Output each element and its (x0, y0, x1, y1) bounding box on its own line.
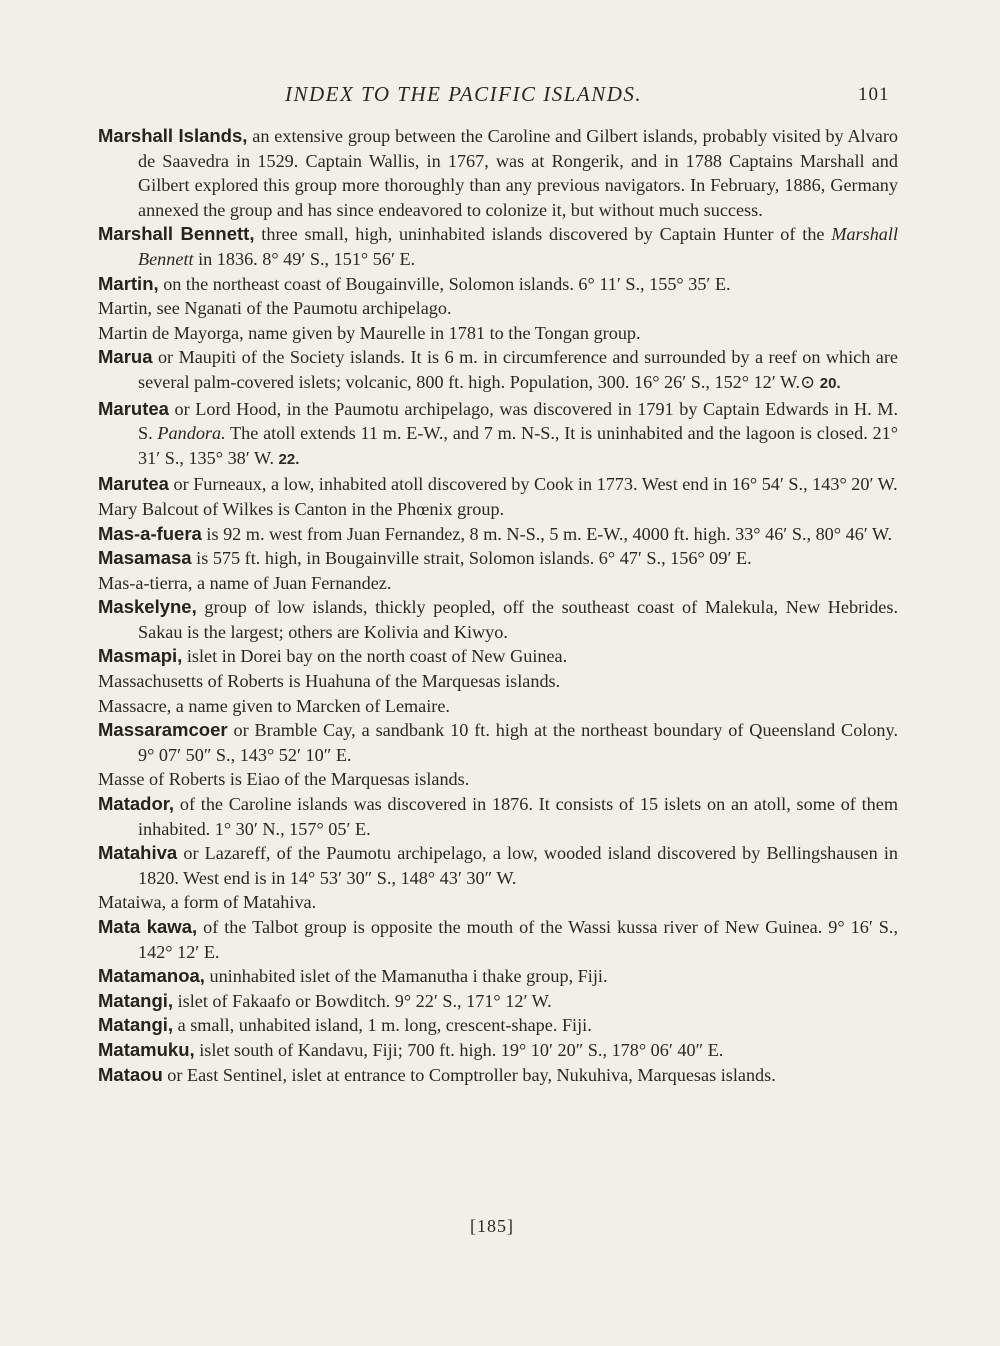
entry-headword: Maskelyne, (98, 596, 197, 618)
entry-headword: Mas-a-fuera (98, 522, 202, 544)
entry-text: is 575 ft. high, in Bougainville strait, Solomon islands. 6° 47′ S., 156° 09′ E. (191, 548, 752, 569)
entry-headword: Matangi, (98, 1014, 174, 1036)
signature-mark: [185] (470, 1216, 514, 1236)
entry-headword: Marshall Bennett, (98, 223, 255, 245)
entry-headword: Massaramcoer (98, 719, 228, 741)
index-entry (98, 644, 898, 669)
index-entry (98, 296, 898, 321)
entry-text: in 1836. 8° 49′ S., 151° 56′ E. (193, 248, 416, 269)
entry-text: uninhabited islet of the Mamanutha i thake group, Fiji. (204, 966, 608, 987)
index-entry (98, 497, 898, 522)
index-entry (98, 694, 898, 719)
index-entry (98, 767, 898, 792)
entry-text: islet of Fakaafo or Bowditch. 9° 22′ S., 171° 12′ W. (173, 990, 552, 1011)
index-entry (98, 345, 898, 396)
page-number: 101 (858, 84, 890, 105)
entry-headword: Marua (98, 346, 153, 368)
entry-italic-name: Marshall Bennett (138, 224, 899, 269)
index-entry (98, 1063, 898, 1088)
entry-headword: Mataou (98, 1063, 163, 1085)
index-entry (98, 124, 898, 222)
entry-text: Masse of Roberts is Eiao of the Marquesas islands. (98, 769, 470, 790)
index-entry (98, 522, 898, 547)
entry-text: is 92 m. west from Juan Fernandez, 8 m. N-S., 5 m. E-W., 4000 ft. high. 33° 46′ S., 80° 46′ W. (201, 523, 893, 544)
index-entry (98, 989, 898, 1014)
index-entry (98, 1038, 898, 1063)
index-entry (98, 321, 898, 346)
index-entry (98, 472, 898, 497)
entry-text: or Maupiti of the Society islands. It is 6 m. in circumference and surrounded by a reef on which are several palm-covered islets; volcanic, 800 ft. high. Population, 300. 16° 26′ S., 152° 12′ W.⊙ (138, 347, 898, 392)
running-header (0, 82, 1000, 112)
entry-italic-name: Pandora. (157, 423, 226, 444)
entry-text: or East Sentinel, islet at entrance to Comptroller bay, Nukuhiva, Marquesas islands. (162, 1064, 776, 1085)
index-entry (98, 915, 898, 964)
entry-headword: Matangi, (98, 989, 174, 1011)
entry-headword: Matamuku, (98, 1038, 195, 1060)
entry-text: Massacre, a name given to Marcken of Lemaire. (98, 695, 450, 716)
entry-headword: Marutea (98, 473, 169, 495)
entry-headword: Matamanoa, (98, 965, 205, 987)
entry-text: of the Talbot group is opposite the mouth of the Wassi kussa river of New Guinea. 9° 16′ S., 142° 12′ E. (138, 917, 898, 962)
entry-text: Martin de Mayorga, name given by Maurelle in 1781 to the Tongan group. (98, 322, 641, 343)
entry-text: or Lazareff, of the Paumotu archipelago, a low, wooded island discovered by Bellingshausen in 1820. West end is in 14° 53′ 30″ S., 148° 43′ 30″ W. (138, 843, 898, 888)
index-entry (98, 595, 898, 644)
index-entry (98, 272, 898, 297)
index-entry (98, 397, 898, 473)
entry-headword: Marshall Islands, (98, 125, 248, 146)
entry-headword: Matahiva (98, 842, 178, 864)
entry-text: islet in Dorei bay on the north coast of New Guinea. (182, 646, 568, 667)
index-entry (98, 571, 898, 596)
entry-text: or Furneaux, a low, inhabited atoll discovered by Cook in 1773. West end in 16° 54′ S., 143° 20′ W. (168, 474, 898, 495)
entry-text: Martin, see Nganati of the Paumotu archipelago. (98, 298, 452, 319)
entry-text: three small, high, uninhabited islands discovered by Captain Hunter of the (254, 224, 832, 245)
index-entry (98, 964, 898, 989)
entry-text: Mas-a-tierra, a name of Juan Fernandez. (98, 572, 392, 593)
index-entry (98, 669, 898, 694)
entry-text: Mataiwa, a form of Matahiva. (98, 892, 317, 913)
index-entry (98, 792, 898, 841)
entry-text: on the northeast coast of Bougainville, Solomon islands. 6° 11′ S., 155° 35′ E. (158, 273, 731, 294)
entry-headword: Mata kawa, (98, 916, 198, 937)
page-title: INDEX TO THE PACIFIC ISLANDS. (285, 82, 643, 106)
entry-text: Massachusetts of Roberts is Huahuna of the Marquesas islands. (98, 671, 561, 692)
entry-text: Mary Balcout of Wilkes is Canton in the Phœnix group. (98, 498, 505, 519)
entry-text: or Lord Hood, in the Paumotu archipelago, was discovered in 1791 by Captain Edwards in H. M. S. (138, 398, 898, 444)
index-entry (98, 841, 898, 890)
entry-reference-number: 22. (278, 450, 300, 468)
index-entry (98, 718, 898, 767)
entry-headword: Martin, (98, 272, 159, 294)
entry-headword: Marutea (98, 397, 169, 419)
entry-text: of the Caroline islands was discovered in 1876. It consists of 15 islets on an atoll, some of them inhabited. 1° 30′ N., 157° 05′ E. (138, 794, 898, 839)
index-entry (98, 890, 898, 915)
entry-headword: Masamasa (98, 547, 192, 569)
entry-reference-number: 20. (819, 374, 841, 392)
entry-text: an extensive group between the Caroline and Gilbert islands, probably visited by Alvaro de Saavedra in 1529. Captain Wallis, in 1767, was at Rongerik, and in 1788 Captains Marshall and Gilbert explored this group more thoroughly than any previous navigators. In February, 1886, Germany annexed the group and has since endeavored to colonize it, but without much success. (138, 126, 898, 220)
entry-text: group of low islands, thickly peopled, off the southeast coast of Malekula, New Hebrides. Sakau is the largest; others are Kolivia and Kiwyo. (138, 597, 898, 642)
entry-headword: Masmapi, (98, 645, 183, 667)
index-entry (98, 222, 898, 271)
entry-text: a small, unhabited island, 1 m. long, crescent-shape. Fiji. (173, 1015, 592, 1036)
entry-text: The atoll extends 11 m. E-W., and 7 m. N-S., It is uninhabited and the lagoon is closed. 21° 31′ S., 135° 38′ W. (138, 423, 898, 468)
entry-text: or Bramble Cay, a sandbank 10 ft. high at the northeast boundary of Queensland Colony. 9° 07′ 50″ S., 143° 52′ 10″ E. (138, 720, 898, 765)
index-entry (98, 1013, 898, 1038)
index-entry (98, 546, 898, 571)
entry-headword: Matador, (98, 793, 175, 815)
index-entries (98, 124, 898, 1087)
entry-text: islet south of Kandavu, Fiji; 700 ft. high. 19° 10′ 20″ S., 178° 06′ 40″ E. (194, 1039, 724, 1060)
